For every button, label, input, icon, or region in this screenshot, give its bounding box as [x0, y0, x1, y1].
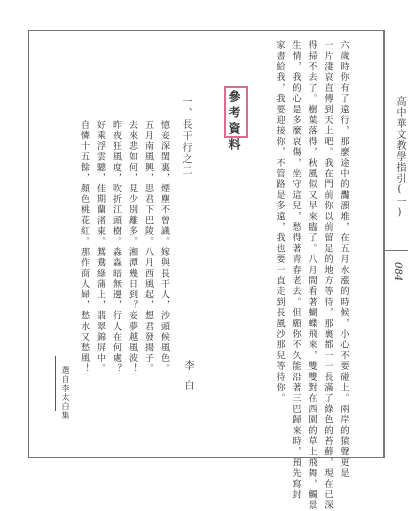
section-title: 參考資料 [227, 90, 241, 154]
poem-line: 憶妾深閨裏，煙塵不曾識。嫁與長干人，沙頭候風色。 [159, 120, 169, 375]
poem-line: 昨夜狂風度，吹折江頭樹。淼淼暗無邊，行人在何處？ [111, 120, 121, 375]
poem-line: 好乘浮雲驄，佳期蘭渚東。鴛鴦綠蒲上，翡翠錦屏中。 [95, 120, 105, 375]
poem-line: 去來悲如何，見少別離多。湘潭幾日到？妾夢越風波！ [127, 120, 137, 375]
source-note: 選自李太白集 [61, 366, 70, 420]
source-rule [55, 356, 56, 411]
body-text-column: 一片淒哀直傳到天上吧。我在門前你以前留足的地方等待，那裏都一一長滿了綠色的苔蘚，現在已深 [322, 40, 333, 511]
poem-heading: 一、長干行之二 [180, 96, 191, 177]
poem-line: 五月南風興，思君下巴陵。八月西風起，想君發揚子。 [143, 120, 153, 375]
body-text-column: 六歲時你有了遠行，那麼途中的灩澦堆，在五月水漲的時候，小心不要碰上。兩岸的猿聲更是 [338, 40, 349, 479]
book-title: 高中華文教學指引(一) [394, 96, 405, 219]
body-text-column: 得掃不去了。樹葉落得，秋風似又早來臨了。八月間看著蝴蝶飛來，雙雙對在西園的草上飛舞，觸景 [306, 40, 317, 511]
body-text-column: 生情，我的心是多麼哀傷，坐守這兒，愁得著青春老去。但願你不久能沿著三巴歸來時，預先寫封 [290, 40, 301, 501]
poem-author: 李白 [182, 360, 193, 400]
header-divider [384, 250, 408, 251]
body-text-column: 家書給我，我要迎接你，不管路是多遠，我也要一直走到長風沙那兒等待你。 [274, 40, 285, 404]
page-number: 084 [392, 262, 403, 282]
margin-divider [384, 30, 385, 458]
poem-line: 自憐十五餘，顏色桃花紅。那作商人婦，愁水又愁風！ [79, 120, 89, 375]
